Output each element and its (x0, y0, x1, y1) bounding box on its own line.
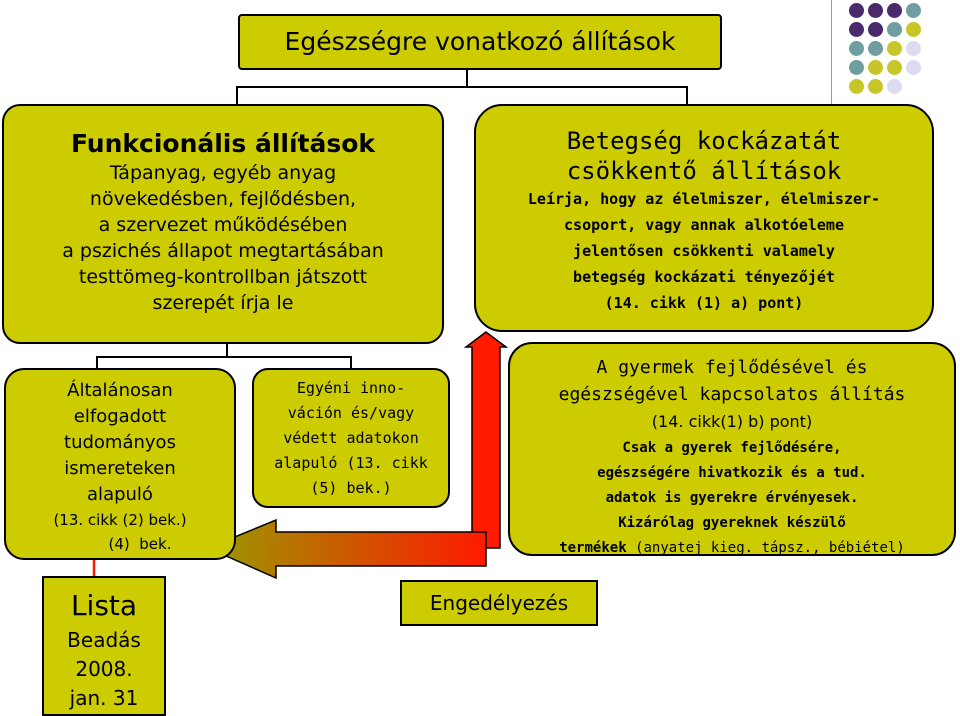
lista-line: Beadás (67, 628, 141, 652)
diagram-title: Egészségre vonatkozó állítások (284, 27, 676, 56)
functional-line: a pszichés állapot megtartásában (62, 240, 384, 262)
innovation-line: Egyéni inno- (296, 379, 406, 397)
risk-heading: Betegség kockázatát (566, 127, 842, 155)
risk-line: csoport, vagy annak alkotóeleme (564, 216, 844, 234)
lista-box (42, 576, 166, 716)
engedelyezes-label: Engedélyezés (429, 591, 569, 615)
risk-line: jelentősen csökkenti valamely (573, 242, 835, 260)
lista-line: jan. 31 (69, 686, 139, 710)
innovation-line: védett adatokon (283, 429, 419, 447)
functional-line: szerepét írja le (152, 292, 294, 314)
children-heading: egészségével kapcsolatos állítás (558, 384, 906, 405)
children-line: Csak a gyerek fejlődésére, (622, 440, 842, 456)
risk-line: betegség kockázati tényezőjét (573, 268, 835, 286)
general-line: tudományos (64, 432, 176, 453)
big-red-arrow (466, 332, 506, 548)
risk-reduction-box (474, 104, 934, 332)
risk-heading: csökkentő állítások (566, 157, 842, 185)
general-science-box (4, 368, 236, 560)
innovation-line: váción és/vagy (287, 404, 415, 422)
general-line: alapuló (87, 484, 153, 505)
engedelyezes-box (400, 580, 598, 626)
general-line: (13. cikk (2) bek.) (53, 511, 187, 529)
risk-line: Leírja, hogy az élelmiszer, élelmiszer- (527, 190, 881, 208)
children-last-bold: termékek (559, 540, 627, 556)
general-line: Általánosan (67, 380, 173, 401)
general-line: ismereteken (64, 458, 176, 479)
general-line: elfogadott (73, 406, 167, 427)
functional-line: a szervezet működésében (98, 214, 348, 236)
children-heading: A gyermek fejlődésével és (596, 357, 868, 378)
functional-claims-box (2, 104, 444, 344)
gradient-arrow-to-general (208, 520, 486, 578)
children-claims-box (508, 342, 956, 556)
lista-line: 2008. (75, 657, 133, 681)
children-ref: (14. cikk(1) b) pont) (651, 412, 813, 431)
innovation-line: alapuló (13. cikk (274, 454, 428, 472)
general-line: (4) bek. (108, 535, 172, 553)
children-line: egészségére hivatkozik és a tud. (597, 465, 867, 481)
title-box (238, 14, 722, 70)
functional-line: testtömeg-kontrollban játszott (78, 266, 368, 288)
risk-line: (14. cikk (1) a) pont) (604, 294, 804, 312)
innovation-line: (5) bek.) (310, 479, 392, 497)
innovation-box (252, 368, 450, 508)
children-line: Kizárólag gyereknek készülő (618, 515, 846, 531)
functional-line: Tápanyag, egyéb anyag (109, 162, 337, 184)
children-last-normal: (anyatej kieg. tápsz., bébiétel) (626, 540, 905, 556)
lista-title: Lista (70, 589, 138, 622)
functional-line: növekedésben, fejlődésben, (89, 188, 357, 210)
children-line: adatok is gyerekre érvényesek. (605, 490, 859, 506)
functional-heading: Funkcionális állítások (70, 129, 376, 158)
children-last-line (510, 536, 954, 556)
